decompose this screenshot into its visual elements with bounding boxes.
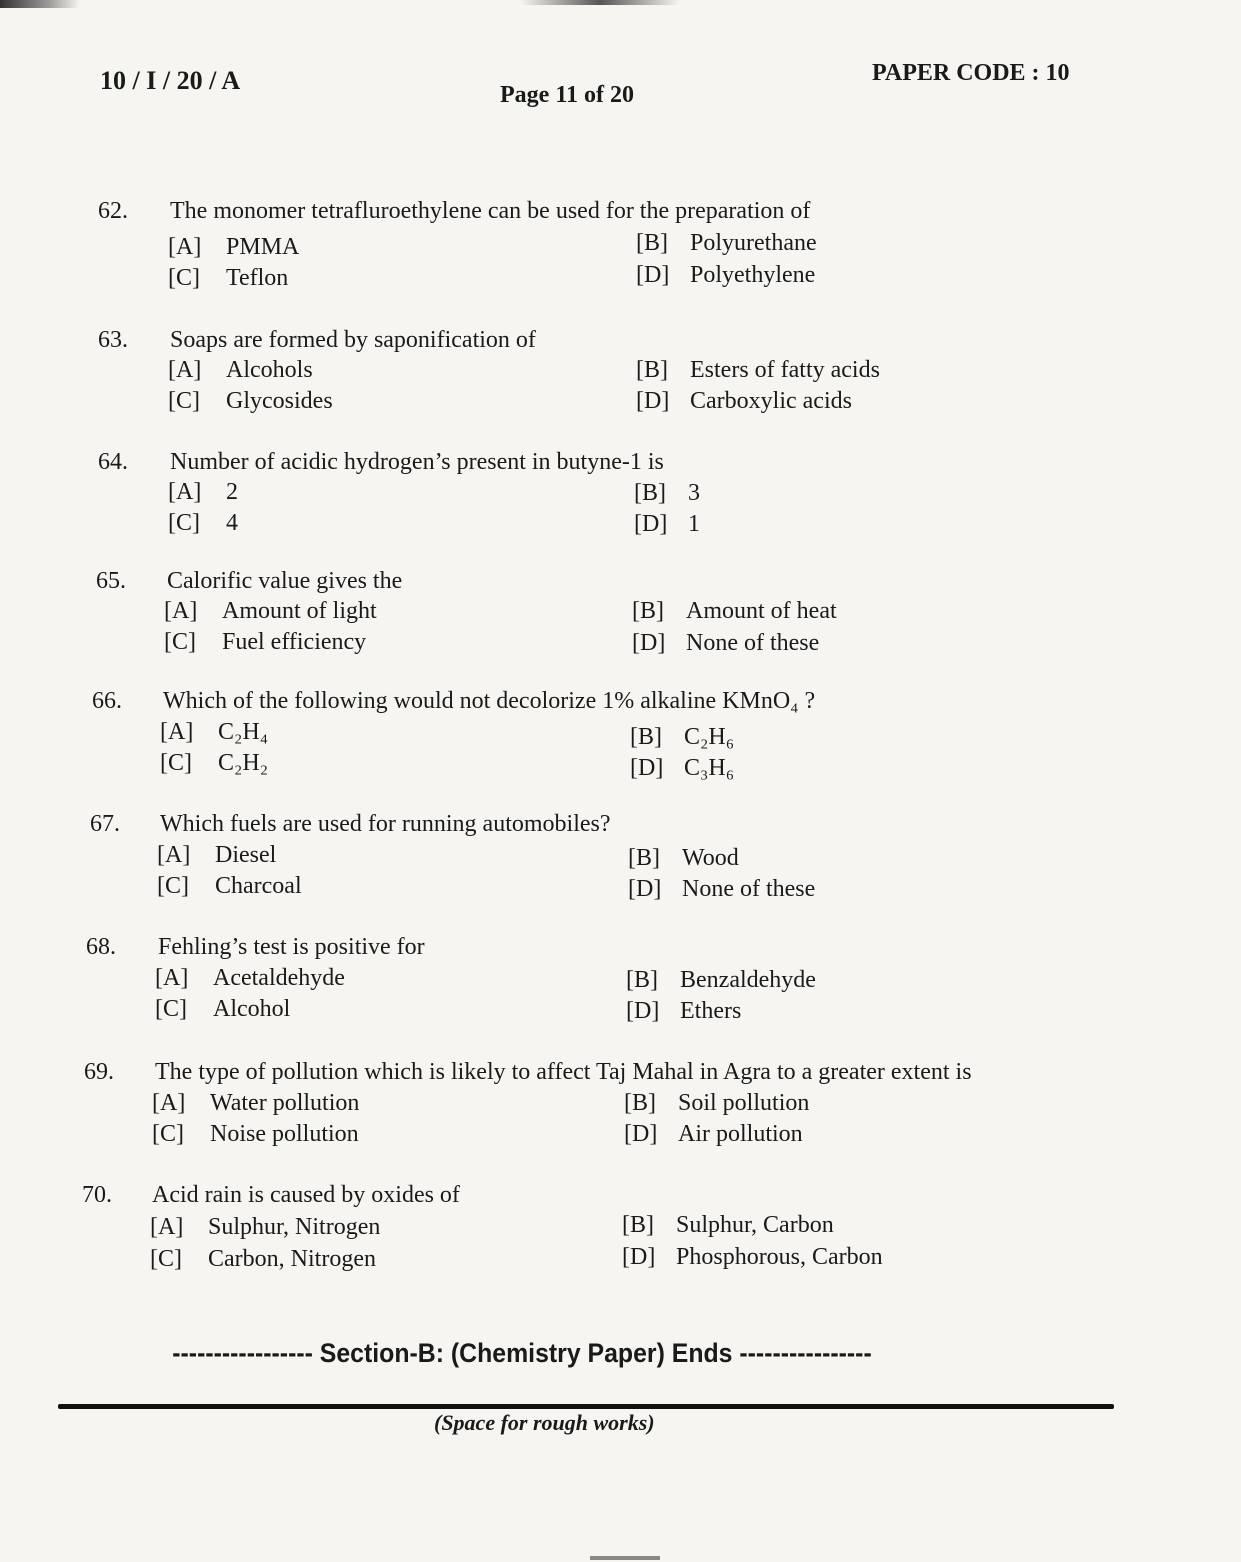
question-text: Number of acidic hydrogen’s present in butyne-1 is — [170, 449, 664, 475]
question-number: 65. — [96, 568, 126, 594]
question-text: The type of pollution which is likely to affect Taj Mahal in Agra to a greater extent is — [155, 1059, 972, 1085]
option-d: [D] Ethers — [626, 998, 742, 1024]
paper-code: PAPER CODE : 10 — [872, 60, 1070, 86]
paper-id: 10 / I / 20 / A — [100, 66, 241, 95]
rough-work-caption: (Space for rough works) — [434, 1410, 655, 1435]
scan-smudge — [590, 1556, 660, 1560]
option-d: [D] Phosphorous, Carbon — [622, 1244, 883, 1270]
option-d: [D] None of these — [632, 630, 820, 656]
scan-smudge — [520, 0, 680, 5]
question-text: Which of the following would not decolorize 1% alkaline KMnO₄ ? — [163, 688, 816, 714]
option-a: [A] Acetaldehyde — [155, 965, 345, 991]
option-c: [C] Charcoal — [157, 873, 302, 899]
question-text: Which fuels are used for running automobiles? — [160, 811, 611, 837]
option-c: [C] 4 — [168, 510, 238, 536]
option-c: [C] C₂H₂ — [160, 750, 269, 776]
option-b: [B] Benzaldehyde — [626, 967, 816, 993]
option-d: [D] 1 — [634, 511, 700, 537]
option-b: [B] Polyurethane — [636, 230, 817, 256]
option-b: [B] Soil pollution — [624, 1090, 810, 1116]
question-number: 68. — [86, 934, 116, 960]
option-a: [A] 2 — [168, 479, 238, 505]
option-b: [B] Wood — [628, 845, 739, 871]
option-b: [B] Esters of fatty acids — [636, 357, 880, 383]
option-c: [C] Glycosides — [168, 388, 333, 414]
question-text: The monomer tetrafluroethylene can be used for the preparation of — [170, 198, 811, 224]
question-number: 69. — [84, 1059, 114, 1085]
question-text: Acid rain is caused by oxides of — [152, 1182, 460, 1208]
option-b: [B] 3 — [634, 480, 700, 506]
question-number: 66. — [92, 688, 122, 714]
question-number: 64. — [98, 449, 128, 475]
option-a: [A] Water pollution — [152, 1090, 360, 1116]
section-end-banner: ----------------- Section-B: (Chemistry Paper) Ends ---------------- — [172, 1338, 872, 1368]
option-b: [B] C₂H₆ — [630, 724, 735, 750]
question-number: 67. — [90, 811, 120, 837]
question-text: Soaps are formed by saponification of — [170, 327, 536, 353]
question-text: Fehling’s test is positive for — [158, 934, 425, 960]
divider-rule — [58, 1404, 1114, 1409]
option-a: [A] Alcohols — [168, 357, 313, 383]
option-a: [A] Amount of light — [164, 598, 377, 624]
scan-smudge — [0, 0, 80, 8]
option-a: [A] C₂H₄ — [160, 719, 269, 745]
option-d: [D] Polyethylene — [636, 262, 816, 288]
option-d: [D] Air pollution — [624, 1121, 803, 1147]
option-c: [C] Alcohol — [155, 996, 291, 1022]
question-text: Calorific value gives the — [167, 568, 403, 594]
option-b: [B] Sulphur, Carbon — [622, 1212, 834, 1238]
question-number: 63. — [98, 327, 128, 353]
page-number: Page 11 of 20 — [500, 82, 634, 108]
option-a: [A] PMMA — [168, 234, 300, 260]
question-number: 62. — [98, 198, 128, 224]
option-c: [C] Teflon — [168, 265, 289, 291]
option-c: [C] Fuel efficiency — [164, 629, 367, 655]
question-number: 70. — [82, 1182, 112, 1208]
option-c: [C] Carbon, Nitrogen — [150, 1246, 376, 1272]
option-b: [B] Amount of heat — [632, 598, 837, 624]
option-c: [C] Noise pollution — [152, 1121, 359, 1147]
option-d: [D] Carboxylic acids — [636, 388, 852, 414]
option-d: [D] None of these — [628, 876, 816, 902]
option-a: [A] Sulphur, Nitrogen — [150, 1214, 381, 1240]
option-d: [D] C₃H₆ — [630, 755, 735, 781]
option-a: [A] Diesel — [157, 842, 277, 868]
